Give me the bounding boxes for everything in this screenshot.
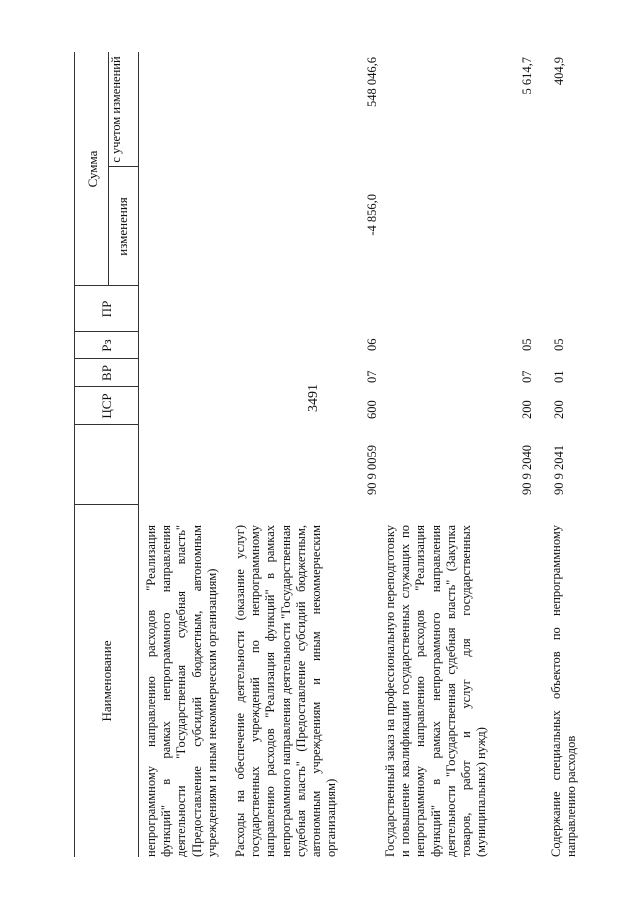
row-4-csr: 90 9 2041 bbox=[552, 445, 566, 495]
header-top-border bbox=[74, 52, 75, 857]
row-2-csr: 90 9 0059 bbox=[365, 445, 379, 495]
row-3-rz: 07 bbox=[520, 370, 534, 383]
row-2-rz: 07 bbox=[365, 370, 379, 383]
row-2-pr: 06 bbox=[365, 338, 379, 351]
header-vr: ВР bbox=[99, 365, 114, 381]
row-3-vr: 200 bbox=[520, 400, 534, 419]
row-2-with-changes: 548 046,6 bbox=[365, 57, 379, 107]
row-3-name bbox=[383, 525, 489, 857]
header-rz: Рз bbox=[99, 339, 114, 352]
row-2-vr: 600 bbox=[365, 400, 379, 419]
row-2-name-text: Расходы на обеспечение деятельности (оказание услуг) государственных учреждений по непрограммному направлению расходов "Реализация функций" в рамках непрограммного направления деятельности "Государственная судебная власть" (Предоставление субсидий бюджетным, автономным учреждениям и иным некоммерческим организациям) bbox=[233, 525, 339, 857]
row-2-name bbox=[233, 525, 339, 857]
header-pr: ПР bbox=[99, 300, 114, 318]
header-name: Наименование bbox=[99, 640, 114, 722]
row-3-csr: 90 9 2040 bbox=[520, 445, 534, 495]
row-4-name-text: Содержание специальных объектов по непрограммному направлению расходов bbox=[549, 525, 579, 857]
row-4-pr: 05 bbox=[552, 338, 566, 351]
header-change: изменения bbox=[115, 197, 130, 256]
budget-table bbox=[74, 52, 582, 857]
row-2-change: -4 856,0 bbox=[365, 194, 379, 236]
header-sum: Сумма bbox=[85, 150, 100, 188]
row-1-name-text: непрограммному направлению расходов "Реализация функций" в рамках непрограммного направления деятельности "Государственная судебная власть" (Предоставление субсидий бюджетным, автономным учреждениям и иным некоммерческим организациям) bbox=[144, 525, 219, 857]
row-3-pr: 05 bbox=[520, 338, 534, 351]
row-1-name bbox=[144, 525, 220, 857]
row-3-with-changes: 5 614,7 bbox=[520, 57, 534, 95]
row-4-name bbox=[549, 525, 579, 857]
header-bottom-border bbox=[138, 52, 139, 857]
header-with-changes: с учетом изменений bbox=[109, 56, 123, 163]
header-csr: ЦСР bbox=[99, 393, 114, 419]
row-3-name-text: Государственный заказ на профессиональную переподготовку и повышение квалификации государственных служащих по непрограммному направлению расходов "Реализация функций" в рамках непрограммного направления деятельности "Государственная судебная власть" (Закупка товаров, работ и услуг для государственных (муниципальных) нужд) bbox=[383, 525, 489, 857]
row-4-with-changes: 404,9 bbox=[552, 57, 566, 86]
page-number: 3491 bbox=[306, 384, 321, 412]
row-4-rz: 01 bbox=[552, 370, 566, 383]
row-4-vr: 200 bbox=[552, 400, 566, 419]
